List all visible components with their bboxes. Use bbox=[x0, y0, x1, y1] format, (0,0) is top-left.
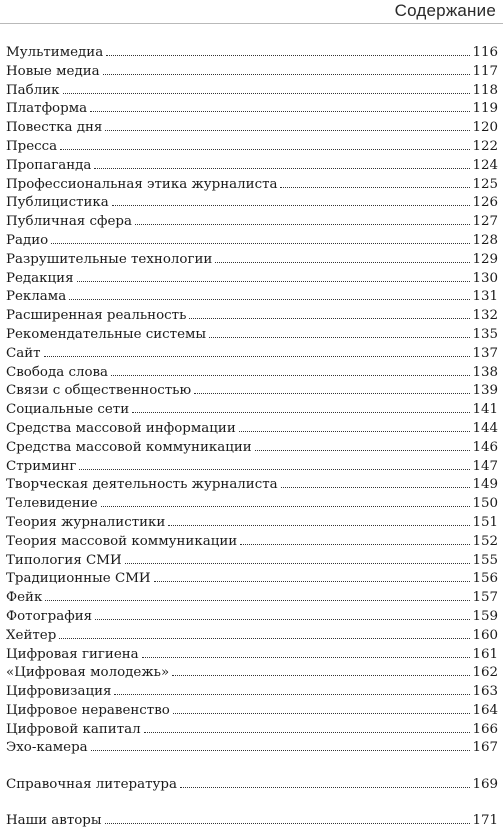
dot-leader bbox=[60, 149, 470, 150]
toc-entry[interactable] bbox=[6, 157, 498, 176]
toc-entry-title: Новые медиа bbox=[6, 63, 100, 79]
toc-entry[interactable] bbox=[6, 364, 498, 383]
toc-entry-page: 118 bbox=[472, 82, 498, 98]
dot-leader bbox=[215, 262, 470, 263]
toc-entry-page: 149 bbox=[472, 477, 498, 493]
dot-leader bbox=[281, 487, 471, 488]
section-spacer bbox=[6, 795, 498, 812]
table-of-contents bbox=[6, 44, 498, 831]
header-divider bbox=[0, 23, 503, 24]
toc-entry[interactable] bbox=[6, 44, 498, 63]
toc-entry[interactable] bbox=[6, 382, 498, 401]
toc-entry-page: 155 bbox=[472, 552, 498, 568]
toc-entry[interactable] bbox=[6, 82, 498, 101]
dot-leader bbox=[63, 93, 471, 94]
toc-entry[interactable] bbox=[6, 608, 498, 627]
dot-leader bbox=[59, 638, 470, 639]
toc-entry-page: 151 bbox=[472, 514, 498, 530]
toc-entry-title: Расширенная реальность bbox=[6, 308, 187, 324]
toc-entry[interactable] bbox=[6, 270, 498, 289]
toc-entry-title: Теория массовой коммуникации bbox=[6, 533, 238, 549]
toc-entry-title: Повестка дня bbox=[6, 120, 103, 136]
dot-leader bbox=[173, 713, 471, 714]
dot-leader bbox=[91, 750, 471, 751]
toc-entry-page: 126 bbox=[472, 195, 498, 211]
dot-leader bbox=[168, 525, 470, 526]
toc-entry-page: 167 bbox=[472, 740, 498, 756]
section-spacer bbox=[6, 758, 498, 776]
dot-leader bbox=[135, 224, 470, 225]
toc-entry[interactable] bbox=[6, 63, 498, 82]
toc-entry-page: 150 bbox=[472, 496, 498, 512]
toc-entry[interactable] bbox=[6, 514, 498, 533]
toc-entry[interactable] bbox=[6, 176, 498, 195]
toc-entry-title: Сайт bbox=[6, 345, 41, 361]
toc-entry-title: Эхо-камера bbox=[6, 740, 88, 756]
dot-leader bbox=[114, 694, 470, 695]
dot-leader bbox=[77, 281, 471, 282]
toc-entry-page: 119 bbox=[472, 101, 498, 117]
toc-entry[interactable] bbox=[6, 194, 498, 213]
toc-entry-title: Хейтер bbox=[6, 627, 57, 643]
dot-leader bbox=[44, 356, 471, 357]
toc-entry-title: Разрушительные технологии bbox=[6, 251, 213, 267]
dot-leader bbox=[125, 563, 471, 564]
toc-entry[interactable] bbox=[6, 401, 498, 420]
toc-entry-title: Пропаганда bbox=[6, 157, 92, 173]
toc-entry[interactable] bbox=[6, 100, 498, 119]
toc-entry-page: 162 bbox=[472, 665, 498, 681]
dot-leader bbox=[180, 787, 470, 788]
toc-entry-title: «Цифровая молодежь» bbox=[6, 665, 170, 681]
toc-entry[interactable] bbox=[6, 138, 498, 157]
toc-entry[interactable] bbox=[6, 232, 498, 251]
toc-entry-title: Цифровая гигиена bbox=[6, 646, 139, 662]
toc-entry-page: 124 bbox=[472, 157, 498, 173]
toc-entry[interactable] bbox=[6, 702, 498, 721]
toc-entry[interactable] bbox=[6, 570, 498, 589]
toc-entry[interactable] bbox=[6, 476, 498, 495]
dot-leader bbox=[209, 337, 470, 338]
dot-leader bbox=[172, 675, 470, 676]
dot-leader bbox=[101, 506, 471, 507]
dot-leader bbox=[112, 205, 471, 206]
toc-entry-page: 127 bbox=[472, 214, 498, 230]
toc-entry[interactable] bbox=[6, 683, 498, 702]
toc-entry-page: 157 bbox=[472, 590, 498, 606]
dot-leader bbox=[69, 299, 470, 300]
toc-entry-page: 166 bbox=[472, 721, 498, 737]
toc-entry[interactable] bbox=[6, 589, 498, 608]
toc-entry-page: 125 bbox=[472, 176, 498, 192]
toc-entry-title: Профессиональная этика журналиста bbox=[6, 176, 278, 192]
dot-leader bbox=[90, 111, 470, 112]
toc-entry-title: Паблик bbox=[6, 82, 60, 98]
toc-entry-page: 169 bbox=[472, 777, 498, 793]
dot-leader bbox=[240, 544, 470, 545]
dot-leader bbox=[239, 431, 471, 432]
dot-leader bbox=[111, 375, 470, 376]
toc-entry[interactable] bbox=[6, 721, 498, 740]
dot-leader bbox=[51, 243, 470, 244]
toc-entry-title: Цифровизация bbox=[6, 684, 112, 700]
toc-entry-title: Наши авторы bbox=[6, 813, 102, 829]
toc-entry-title: Редакция bbox=[6, 270, 74, 286]
toc-entry-page: 128 bbox=[472, 232, 498, 248]
toc-entry-page: 132 bbox=[472, 308, 498, 324]
toc-entry-page: 131 bbox=[472, 289, 498, 305]
toc-entry-title: Типология СМИ bbox=[6, 552, 122, 568]
toc-entry-title: Стриминг bbox=[6, 458, 77, 474]
toc-entry[interactable] bbox=[6, 251, 498, 270]
toc-entry-title: Публицистика bbox=[6, 195, 109, 211]
toc-entry-page: 116 bbox=[472, 45, 498, 60]
dot-leader bbox=[189, 318, 470, 319]
toc-entry-title: Пресса bbox=[6, 138, 58, 154]
toc-entry-page: 146 bbox=[472, 439, 498, 455]
toc-entry-page: 138 bbox=[472, 364, 498, 380]
toc-entry-page: 137 bbox=[472, 345, 498, 361]
toc-entry-page: 144 bbox=[472, 420, 498, 436]
toc-entry[interactable] bbox=[6, 288, 498, 307]
toc-entry-page: 117 bbox=[472, 63, 498, 79]
toc-entry[interactable] bbox=[6, 213, 498, 232]
toc-entry-title: Справочная литература bbox=[6, 777, 177, 793]
dot-leader bbox=[105, 130, 470, 131]
toc-entry-page: 164 bbox=[472, 702, 498, 718]
toc-entry-page: 130 bbox=[472, 270, 498, 286]
toc-entry[interactable] bbox=[6, 420, 498, 439]
toc-entry-page: 135 bbox=[472, 326, 498, 342]
toc-entry[interactable] bbox=[6, 307, 498, 326]
toc-entry-page: 120 bbox=[472, 120, 498, 136]
toc-entry-page: 163 bbox=[472, 684, 498, 700]
toc-entry[interactable] bbox=[6, 119, 498, 138]
toc-entry[interactable] bbox=[6, 664, 498, 683]
toc-entry-title: Мультимедиа bbox=[6, 45, 104, 60]
toc-entry-title: Свобода слова bbox=[6, 364, 109, 380]
dot-leader bbox=[194, 393, 470, 394]
dot-leader bbox=[154, 581, 471, 582]
toc-entry-authors[interactable] bbox=[6, 812, 498, 831]
running-header-title: Содержание bbox=[394, 1, 496, 20]
dot-leader bbox=[144, 732, 471, 733]
toc-entry-title: Платформа bbox=[6, 101, 88, 117]
toc-entry-title: Фейк bbox=[6, 590, 43, 606]
dot-leader bbox=[105, 823, 471, 824]
toc-entry-page: 156 bbox=[472, 571, 498, 587]
toc-entry-page: 139 bbox=[472, 383, 498, 399]
dot-leader bbox=[79, 469, 470, 470]
toc-entry-page: 152 bbox=[472, 533, 498, 549]
toc-entry[interactable] bbox=[6, 345, 498, 364]
toc-entry-title: Публичная сфера bbox=[6, 214, 132, 230]
dot-leader bbox=[280, 187, 470, 188]
toc-entry-page: 147 bbox=[472, 458, 498, 474]
toc-entry[interactable] bbox=[6, 627, 498, 646]
dot-leader bbox=[45, 600, 470, 601]
toc-entry-page: 171 bbox=[472, 813, 498, 829]
toc-entry[interactable] bbox=[6, 533, 498, 552]
toc-entry-title: Творческая деятельность журналиста bbox=[6, 477, 278, 493]
toc-entry-title: Традиционные СМИ bbox=[6, 571, 151, 587]
toc-entry[interactable] bbox=[6, 495, 498, 514]
toc-entry-list bbox=[6, 44, 498, 758]
toc-entry-page: 159 bbox=[472, 608, 498, 624]
toc-entry-title: Средства массовой коммуникации bbox=[6, 439, 252, 455]
toc-entry[interactable] bbox=[6, 326, 498, 345]
toc-entry-title: Средства массовой информации bbox=[6, 420, 236, 436]
toc-entry[interactable] bbox=[6, 458, 498, 477]
toc-entry-title: Фотография bbox=[6, 608, 93, 624]
toc-entry[interactable] bbox=[6, 646, 498, 665]
toc-entry[interactable] bbox=[6, 439, 498, 458]
dot-leader bbox=[132, 412, 470, 413]
toc-entry[interactable] bbox=[6, 739, 498, 758]
toc-entry-title: Теория журналистики bbox=[6, 514, 166, 530]
toc-entry-page: 129 bbox=[472, 251, 498, 267]
toc-entry-page: 161 bbox=[472, 646, 498, 662]
dot-leader bbox=[94, 168, 470, 169]
dot-leader bbox=[106, 55, 470, 56]
toc-entry-title: Цифровое неравенство bbox=[6, 702, 170, 718]
toc-entry-title: Социальные сети bbox=[6, 402, 130, 418]
toc-entry-page: 122 bbox=[472, 138, 498, 154]
toc-entry-title: Цифровой капитал bbox=[6, 721, 141, 737]
toc-entry-page: 141 bbox=[472, 402, 498, 418]
toc-entry-title: Рекомендательные системы bbox=[6, 326, 207, 342]
toc-entry-title: Радио bbox=[6, 232, 49, 248]
dot-leader bbox=[255, 450, 471, 451]
toc-entry-title: Телевидение bbox=[6, 496, 98, 512]
toc-entry-page: 160 bbox=[472, 627, 498, 643]
dot-leader bbox=[142, 657, 471, 658]
toc-entry-title: Реклама bbox=[6, 289, 67, 305]
toc-entry[interactable] bbox=[6, 552, 498, 571]
toc-entry-title: Связи с общественностью bbox=[6, 383, 192, 399]
dot-leader bbox=[103, 74, 471, 75]
dot-leader bbox=[95, 619, 470, 620]
